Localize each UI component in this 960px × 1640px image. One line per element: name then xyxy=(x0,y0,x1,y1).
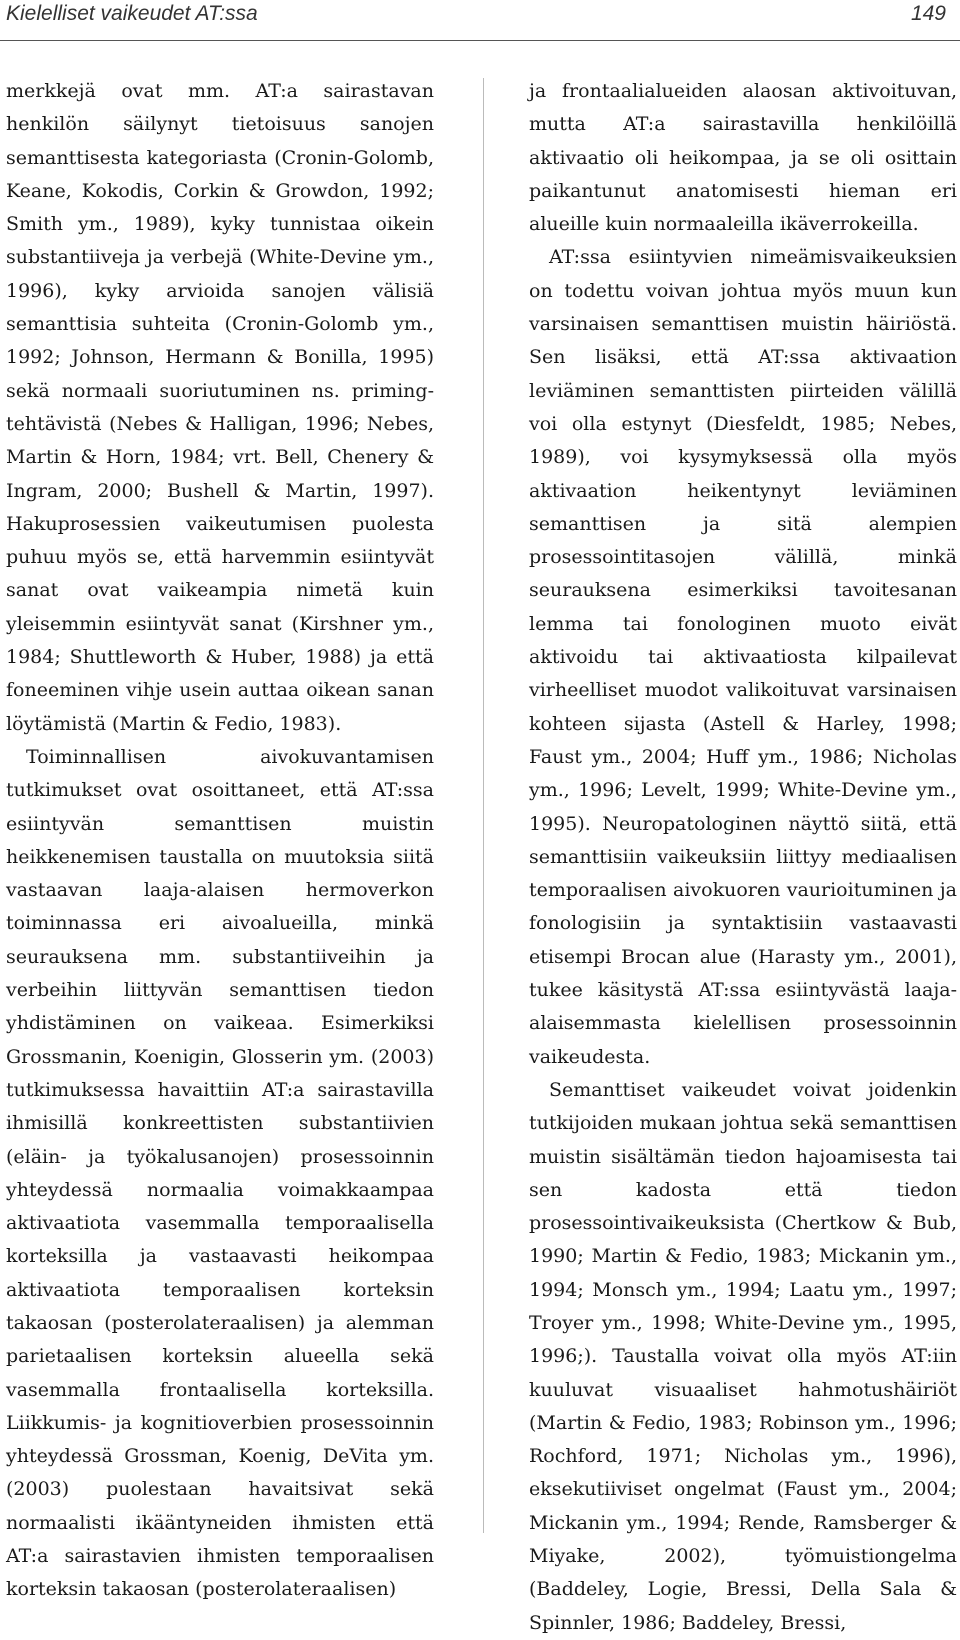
column-divider xyxy=(483,78,484,1533)
header-rule xyxy=(0,40,960,41)
paragraph: Toiminnallisen aivokuvantamisen tutkimukset ovat osoittaneet, että AT:ssa esiintyvän semanttisen muistin heikkenemisen taustalla on muutoksia siitä vastaavan laaja-alaisen hermoverkon toiminnassa eri aivoalueilla, minkä seurauksena mm. substantiiveihin ja verbeihin liittyvän semanttisen tiedon yhdistäminen on vaikeaa. Esimerkiksi Grossmanin, Koenigin, Glosserin ym. (2003) tutkimuksessa havaittiin AT:a sairastavilla ihmisillä konkreettisten substantiivien (eläin- ja työkalusanojen) prosessoinnin yhteydessä normaalia voimakkaampaa aktivaatiota vasemmalla temporaalisella korteksilla ja vastaavasti heikompaa aktivaatiota temporaalisen korteksin takaosan (posterolateraalisen) ja alemman parietaalisen korteksin alueella sekä vasemmalla frontaalisella korteksilla. Liikkumis- ja kognitioverbien prosessoinnin yhteydessä Grossman, Koenig, DeVita ym. (2003) puolestaan havaitsivat sekä normaalisti ikääntyneiden ihmisten että AT:a sairastavien ihmisten temporaalisen korteksin takaosan (posterolateraalisen) xyxy=(6,745,434,1601)
left-column xyxy=(6,75,434,1607)
paragraph: ja frontaalialueiden alaosan aktivoituvan, mutta AT:a sairastavilla henkilöillä aktivaatio oli heikompaa, ja se oli osittain paikantunut anatomisesti hieman eri alueille kuin normaaleilla ikäverrokeilla. xyxy=(529,80,957,236)
paragraph: AT:ssa esiintyvien nimeämisvaikeuksien on todettu voivan johtua myös muun kun varsinaisen semanttisen muistin häiriöstä. Sen lisäksi, että AT:ssa aktivaation leviäminen semanttisten piirteiden välillä voi olla estynyt (Diesfeldt, 1985; Nebes, 1989), voi kysymyksessä olla myös aktivaation heikentynyt leviäminen semanttisen ja sitä alempien prosessointitasojen välillä, minkä seurauksena esimerkiksi tavoitesanan lemma tai fonologinen muoto eivät aktivoidu tai aktivaatiosta kilpailevat virheelliset muodot valikoituvat varsinaisen kohteen sijasta (Astell & Harley, 1998; Faust ym., 2004; Huff ym., 1986; Nicholas ym., 1996; Levelt, 1999; White-Devine ym., 1995). Neuropatologinen näyttö siitä, että semanttisiin vaikeuksiin liittyy mediaalisen temporaalisen aivokuoren vaurioituminen ja fonologisiin ja syntaktisiin vastaavasti etisempi Brocan alue (Harasty ym., 2001), tukee käsitystä AT:ssa esiintyvästä laaja-alaisemmasta kielellisen prosessoinnin vaikeudesta. xyxy=(529,246,957,1068)
paragraph: Semanttiset vaikeudet voivat joidenkin tutkijoiden mukaan johtua sekä semanttisen muistin sisältämän tiedon hajoamisesta tai sen kadosta että tiedon prosessointivaikeuksista (Chertkow & Bub, 1990; Martin & Fedio, 1983; Mickanin ym., 1994; Monsch ym., 1994; Laatu ym., 1997; Troyer ym., 1998; White-Devine ym., 1995, 1996;). Taustalla voivat olla myös AT:iin kuuluvat visuaaliset hahmotushäiriöt (Martin & Fedio, 1983; Robinson ym., 1996; Rochford, 1971; Nicholas ym., 1996), eksekutiiviset ongelmat (Faust ym., 2004; Mickanin ym., 1994; Rende, Ramsberger & Miyake, 2002), työmuistiongelma (Baddeley, Logie, Bressi, Della Sala & Spinnler, 1986; Baddeley, Bressi, xyxy=(529,1078,957,1634)
right-column xyxy=(529,75,957,1640)
running-head xyxy=(6,2,946,30)
paragraph: merkkejä ovat mm. AT:a sairastavan henkilön säilynyt tietoisuus sanojen semanttisesta kategoriasta (Cronin-Golomb, Keane, Kokodis, Corkin & Growdon, 1992; Smith ym., 1989), kyky tunnistaa oikein substantiiveja ja verbejä (White-Devine ym., 1996), kyky arvioida sanojen välisiä semanttisia suhteita (Cronin-Golomb ym., 1992; Johnson, Hermann & Bonilla, 1995) sekä normaali suoriutuminen ns. priming-tehtävistä (Nebes & Halligan, 1996; Nebes, Martin & Horn, 1984; vrt. Bell, Chenery & Ingram, 2000; Bushell & Martin, 1997). Hakuprosessien vaikeutumisen puolesta puhuu myös se, että harvemmin esiintyvät sanat ovat vaikeampia nimetä kuin yleisemmin esiintyvät sanat (Kirshner ym., 1984; Shuttleworth & Huber, 1988) ja että foneeminen vihje usein auttaa oikean sanan löytämistä (Martin & Fedio, 1983). xyxy=(6,80,434,735)
running-title: Kielelliset vaikeudet AT:ssa xyxy=(6,2,258,25)
page-number: 149 xyxy=(910,2,946,25)
